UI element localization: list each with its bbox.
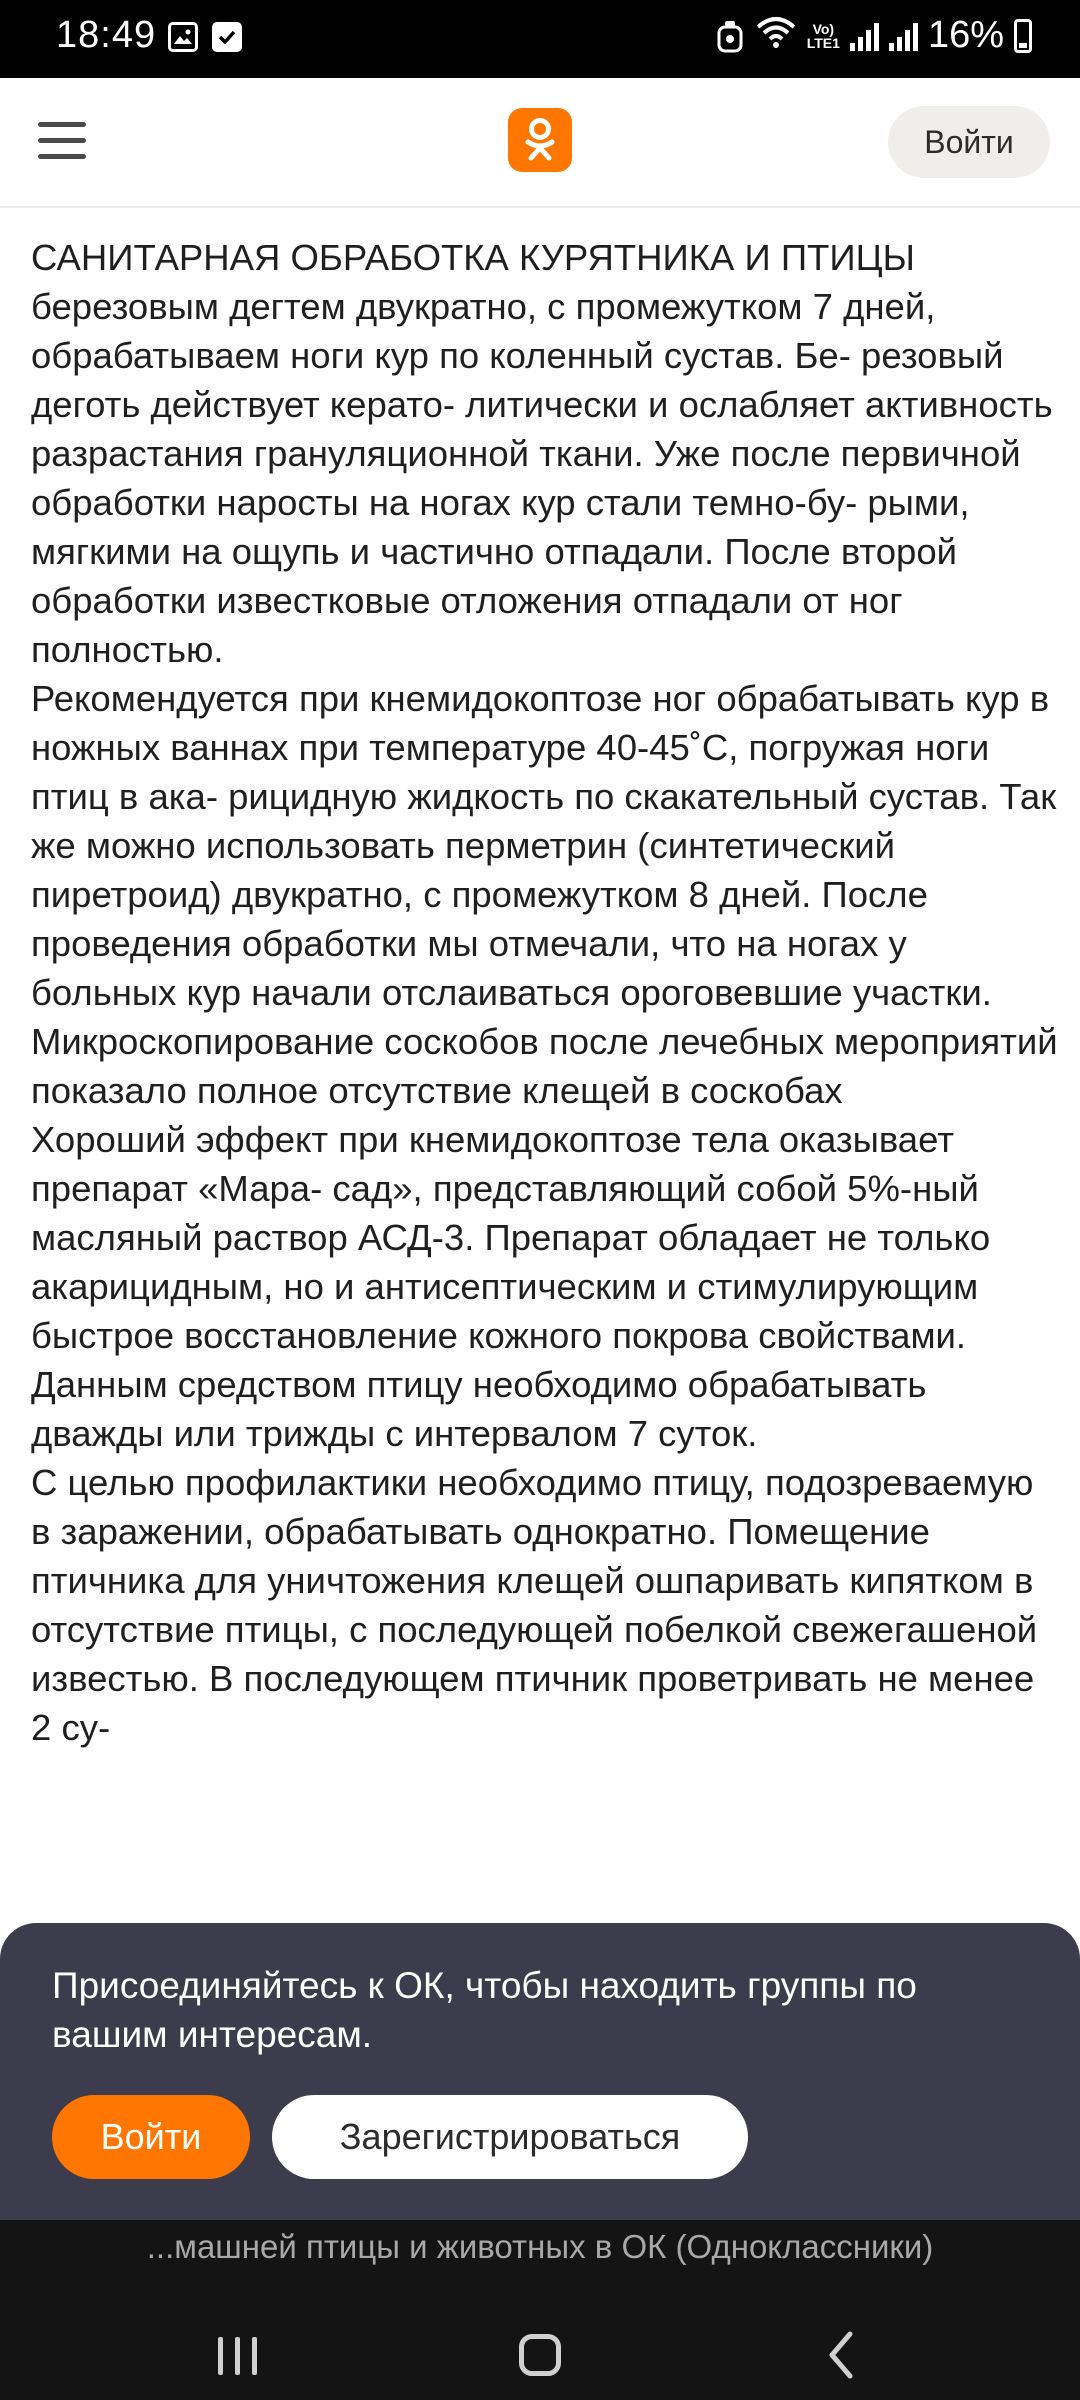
system-nav-bar — [0, 2220, 1080, 2400]
wifi-icon — [755, 15, 797, 57]
menu-icon[interactable] — [38, 122, 86, 160]
battery-icon — [1014, 19, 1032, 53]
back-icon[interactable] — [828, 2330, 854, 2380]
article-paragraph: С целью профилактики необходимо птицу, подозреваемую в заражении, обрабатывать однократно. Помещение птичника для уничтожения клещей ошпаривать кипятком в отсутствие птицы, с последующей побелкой свежегашеной известью. В последующем птичник проветривать не менее 2 су- — [31, 1462, 1038, 1748]
login-button[interactable]: Войти — [888, 106, 1050, 178]
join-banner-message: Присоединяйтесь к ОК, чтобы находить группы по вашим интересам. — [52, 1965, 917, 2055]
alarm-icon — [715, 19, 745, 53]
network-label: Vo) LTE1 — [806, 20, 840, 51]
join-banner — [0, 1923, 1080, 2220]
register-button[interactable]: Зарегистрироваться — [272, 2095, 748, 2179]
app-header — [0, 78, 1080, 208]
article-paragraph: САНИТАРНАЯ ОБРАБОТКА КУРЯТНИКА И ПТИЦЫ березовым дегтем двукратно, с промежутком 7 дней, обрабатываем ноги кур по коленный сустав. Бе- резовый деготь действует керато- литически и ослабляет активность разрастания грануляционной ткани. Уже после первичной обработки наросты на ногах кур стали темно-бу- рыми, мягкими на ощупь и частично отпадали. После второй обработки известковые отложения отпадали от ног полностью. — [31, 237, 1053, 670]
battery-percent: 16% — [927, 14, 1004, 56]
article-paragraph: Хороший эффект при кнемидокоптозе тела оказывает препарат «Мара- сад», представляющий собой 5%-ный масляный раствор АСД-3. Препарат обладает не только акарицидным, но и антисептическим и стимулирующим быстрое восстановление кожного покрова свойствами. Данным средством птицу необходимо обрабатывать дважды или трижды с интервалом 7 суток. — [31, 1119, 991, 1454]
signal-icon-2 — [889, 21, 918, 51]
signal-icon — [850, 21, 879, 51]
article-paragraph: Рекомендуется при кнемидокоптозе ног обрабатывать кур в ножных ваннах при температуре 40-45˚С, погружая ноги птиц в ака- рицидную жидкость по скакательный сустав. Так же можно использовать перметрин (синтетический пиретроид) двукратно, с промежутком 8 дней. После проведения обработки мы отмечали, что на ногах у больных кур начали отслаиваться ороговевшие участки. Микроскопирование соскобов после лечебных мероприятий показало полное отсутствие клещей в соскобах — [31, 678, 1058, 1111]
status-bar — [0, 0, 1080, 78]
status-time: 18:49 — [56, 14, 157, 56]
recents-icon[interactable] — [218, 2337, 258, 2375]
article-text — [31, 233, 1061, 1752]
home-icon[interactable] — [519, 2334, 561, 2376]
check-icon — [212, 22, 242, 52]
page-title-caption: ...машней птицы и животных в ОК (Одноклассники) — [146, 2228, 934, 2265]
ok-logo-icon[interactable] — [508, 108, 572, 172]
banner-login-button[interactable]: Войти — [52, 2095, 250, 2179]
gallery-icon — [168, 22, 198, 52]
